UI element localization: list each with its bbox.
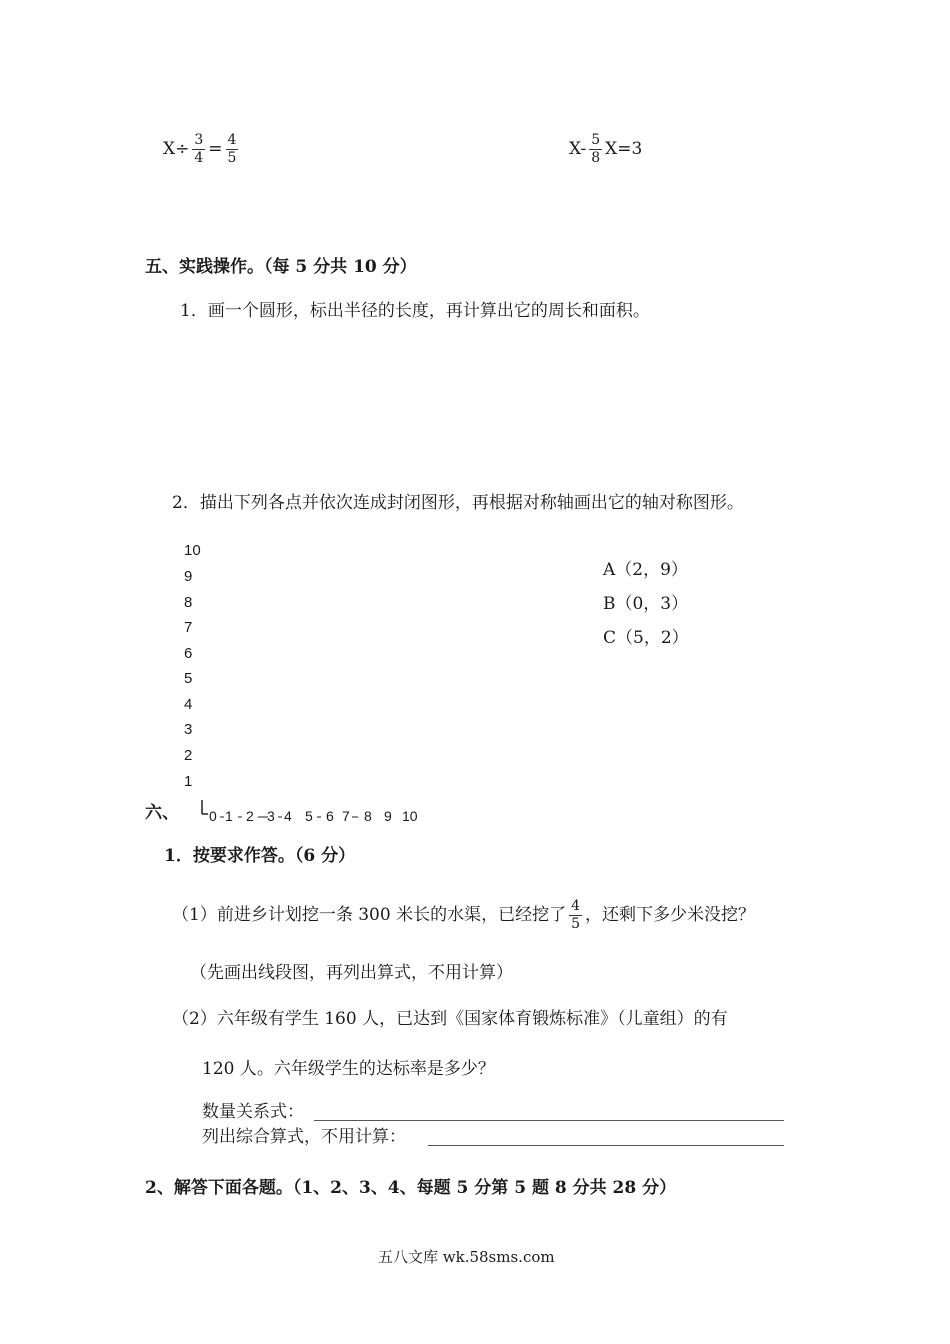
eq1-equals: = bbox=[208, 139, 223, 159]
y-label: 10 bbox=[184, 542, 201, 559]
section-6-question-2-line-2: 120 人。六年级学生的达标率是多少？ bbox=[202, 1059, 495, 1079]
section-6-question-1-note: （先画出线段图，再列出算式，不用计算） bbox=[190, 963, 513, 983]
point-b: B（0，3） bbox=[603, 594, 689, 614]
section-6-question-1 bbox=[172, 898, 755, 933]
relation-answer-line[interactable] bbox=[314, 1120, 784, 1121]
y-label: 2 bbox=[184, 747, 193, 764]
page-footer: 五八文库 wk.58sms.com bbox=[378, 1248, 555, 1266]
q1-text-part-1: （1）前进乡计划挖一条 300 米长的水渠，已经挖了 bbox=[172, 905, 567, 925]
section-answer-title: 2、解答下面各题。（1、2、3、4、每题 5 分第 5 题 8 分共 28 分） bbox=[145, 1178, 677, 1198]
section-5-title: 五、实践操作。（每 5 分共 10 分） bbox=[145, 257, 417, 277]
x-label: 3 bbox=[267, 808, 275, 824]
y-label: 3 bbox=[184, 721, 193, 738]
q1-fraction: $\frac{4}{5}$ bbox=[571, 898, 580, 932]
q1-text-part-2: ，还剩下多少米没挖？ bbox=[585, 905, 755, 925]
x-label: 8 bbox=[364, 808, 372, 824]
x-label: 9 bbox=[384, 808, 392, 824]
eq2-lhs: X- bbox=[569, 139, 587, 159]
y-label: 8 bbox=[184, 594, 193, 611]
y-label: 1 bbox=[184, 773, 193, 790]
eq1-fraction-1: $\frac{3}{4}$ bbox=[194, 132, 204, 166]
relation-label: 数量关系式： bbox=[202, 1102, 304, 1122]
formula-answer-line[interactable] bbox=[428, 1145, 784, 1146]
x-label: 10 bbox=[402, 808, 418, 824]
section-6-subtitle-1: 1．按要求作答。（6 分） bbox=[164, 846, 356, 866]
eq2-fraction: $\frac{5}{8}$ bbox=[591, 132, 601, 166]
y-label: 5 bbox=[184, 670, 193, 687]
eq1-lhs: X÷ bbox=[163, 139, 190, 159]
section-5-question-1: 1．画一个圆形，标出半径的长度，再计算出它的周长和面积。 bbox=[180, 301, 650, 321]
x-label: 5 bbox=[305, 808, 313, 824]
y-label: 4 bbox=[184, 696, 193, 713]
x-label: 1 bbox=[225, 808, 233, 824]
equation-2 bbox=[569, 132, 642, 167]
point-a: A（2，9） bbox=[603, 560, 688, 580]
x-label: 6 bbox=[326, 808, 334, 824]
x-label: 7 bbox=[342, 808, 350, 824]
eq2-rhs: X=3 bbox=[605, 139, 643, 159]
y-label: 6 bbox=[184, 645, 193, 662]
x-label: 2 bbox=[246, 808, 254, 824]
equation-1 bbox=[163, 132, 241, 167]
formula-label: 列出综合算式，不用计算： bbox=[202, 1127, 406, 1147]
x-label: 4 bbox=[284, 808, 292, 824]
x-label: 0 bbox=[209, 808, 217, 824]
point-c: C（5，2） bbox=[603, 628, 689, 648]
y-label: 9 bbox=[184, 568, 193, 585]
section-5-question-2: 2．描出下列各点并依次连成封闭图形，再根据对称轴画出它的轴对称图形。 bbox=[172, 493, 744, 513]
eq1-fraction-2: $\frac{4}{5}$ bbox=[227, 132, 237, 166]
x-axis-tick-marks bbox=[210, 812, 370, 822]
section-6-title: 六、 bbox=[145, 803, 179, 823]
y-label: 7 bbox=[184, 619, 193, 636]
section-6-question-2-line-1: （2）六年级有学生 160 人，已达到《国家体育锻炼标准》（儿童组）的有 bbox=[172, 1009, 728, 1029]
